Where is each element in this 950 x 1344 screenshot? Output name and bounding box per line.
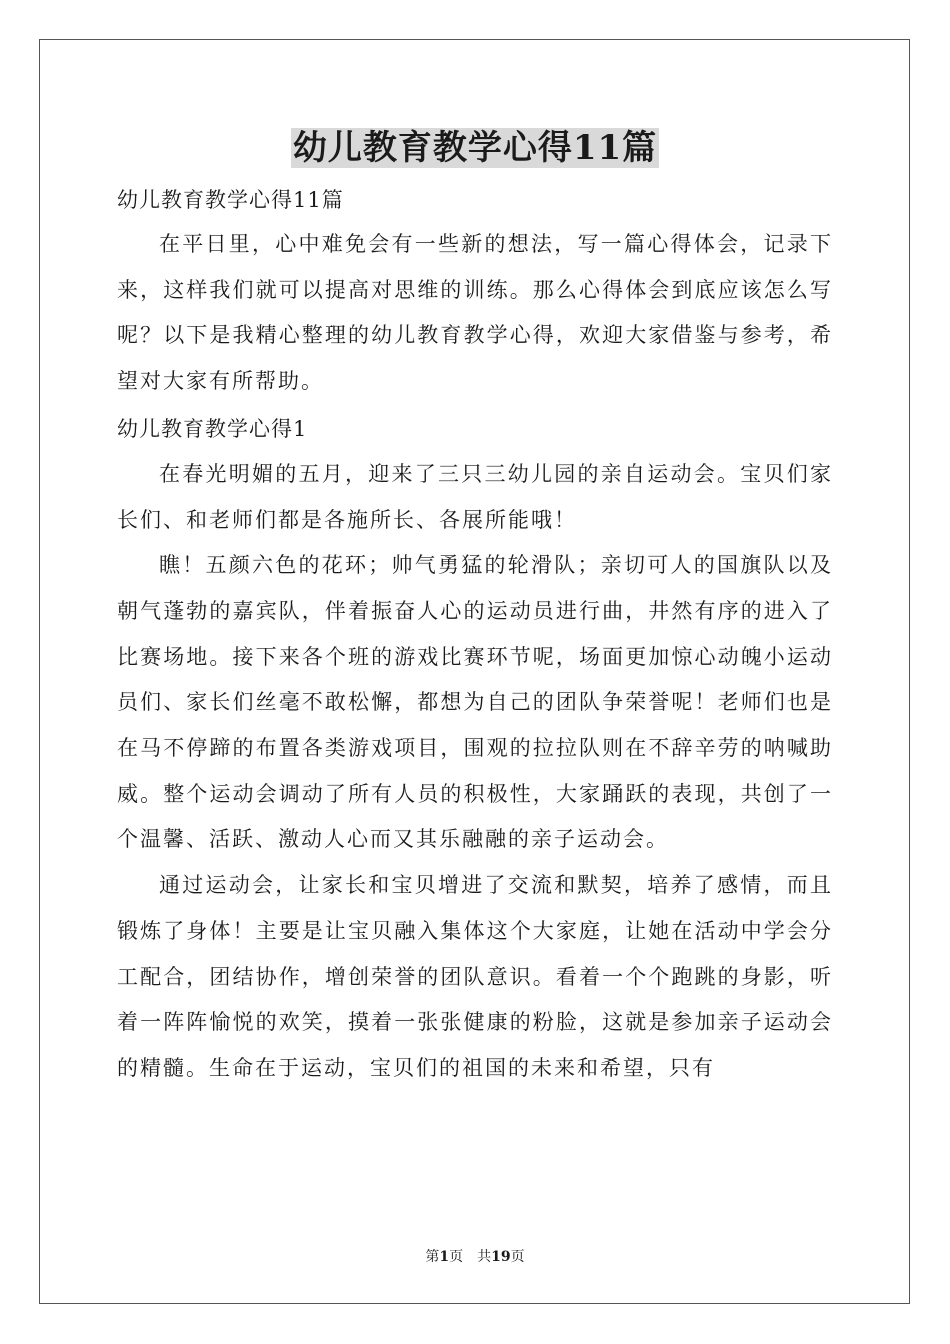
section-heading: 幼儿教育教学心得1	[117, 416, 308, 441]
body-paragraph-1: 在春光明媚的五月，迎来了三只三幼儿园的亲自运动会。宝贝们家长们、和老师们都是各施所长、各展所能哦！	[117, 461, 833, 532]
body-paragraph-3: 通过运动会，让家长和宝贝增进了交流和默契，培养了感情，而且锻炼了身体！主要是让宝贝融入集体这个大家庭，让她在活动中学会分工配合，团结协作，增创荣誉的团队意识。看着一个个跑跳的身影，听着一阵阵愉悦的欢笑，摸着一张张健康的粉脸，这就是参加亲子运动会的精髓。生命在于运动，宝贝们的祖国的未来和希望，只有	[117, 873, 833, 1080]
footer-current-page: 1	[439, 1249, 450, 1265]
subtitle-line: 幼儿教育教学心得11篇	[117, 188, 344, 212]
footer-total-pages: 19	[491, 1249, 511, 1265]
footer-suffix: 页	[510, 1249, 525, 1265]
page-footer	[0, 1248, 950, 1266]
document-title-text: 幼儿教育教学心得11篇	[292, 128, 658, 168]
intro-paragraph: 在平日里，心中难免会有一些新的想法，写一篇心得体会，记录下来，这样我们就可以提高对思维的训练。那么心得体会到底应该怎么写呢？以下是我精心整理的幼儿教育教学心得，欢迎大家借鉴与参考，希望对大家有所帮助。	[117, 232, 833, 394]
document-body	[117, 178, 833, 1092]
body-paragraph-2: 瞧！五颜六色的花环；帅气勇猛的轮滑队；亲切可人的国旗队以及朝气蓬勃的嘉宾队，伴着振奋人心的运动员进行曲，井然有序的进入了比赛场地。接下来各个班的游戏比赛环节呢，场面更加惊心动魄小运动员们、家长们丝毫不敢松懈，都想为自己的团队争荣誉呢！老师们也是在马不停蹄的布置各类游戏项目，围观的拉拉队则在不辞辛劳的呐喊助威。整个运动会调动了所有人员的积极性，大家踊跃的表现，共创了一个温馨、活跃、激动人心而又其乐融融的亲子运动会。	[117, 553, 833, 852]
footer-prefix: 第	[425, 1249, 440, 1265]
footer-mid: 页 共	[449, 1249, 492, 1265]
document-title	[0, 124, 950, 172]
